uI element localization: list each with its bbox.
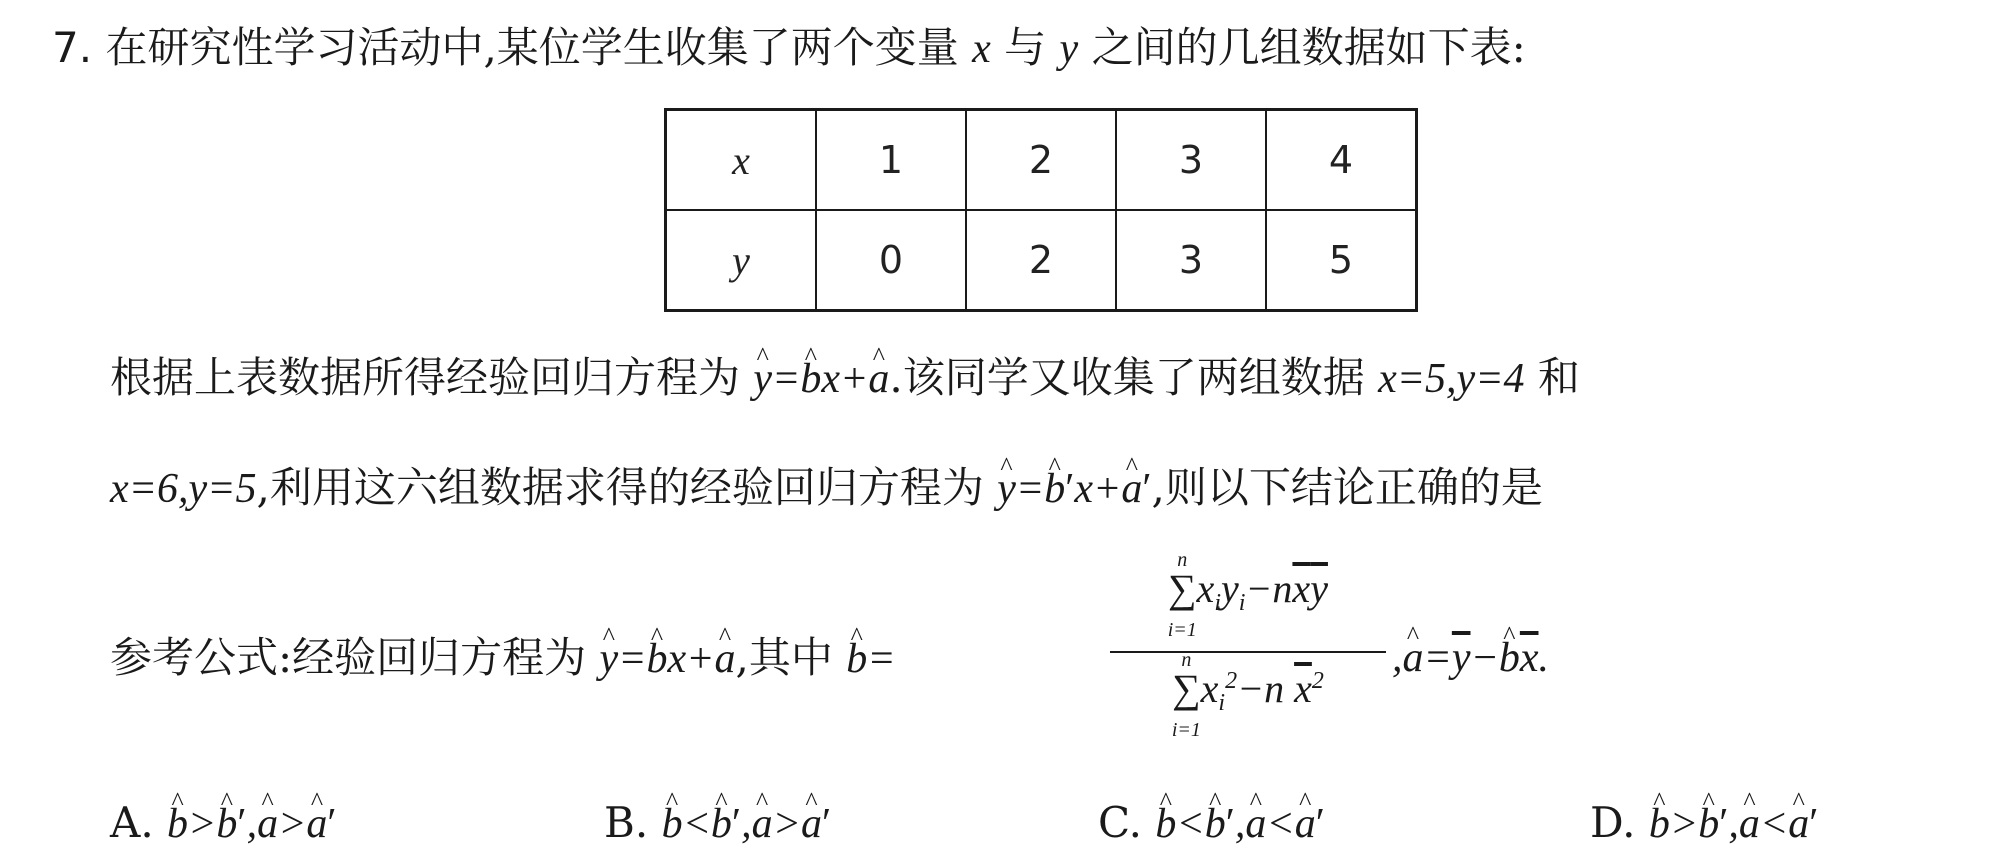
paragraph-line-2: [110, 460, 1543, 517]
table-row: [666, 210, 1417, 311]
regression-equation-new: ^ y=^ b′x+^ a′: [997, 466, 1151, 512]
condition-2: x=6,y=5: [110, 466, 257, 512]
para2-text2: ,则以下结论正确的是: [1151, 463, 1543, 512]
option-letter: D.: [1590, 798, 1636, 847]
table-cell: 2: [966, 210, 1116, 311]
sum-symbol: n ∑ i=1: [1171, 649, 1201, 741]
option-letter: A.: [110, 798, 154, 847]
table-header-x: x: [666, 110, 817, 211]
stem-text: 在研究性学习活动中,某位学生收集了两个变量: [105, 23, 959, 72]
formula-label: 参考公式:经验回归方程为: [110, 633, 587, 682]
para2-text1: ,利用这六组数据求得的经验回归方程为: [256, 463, 984, 512]
stem-tail: 之间的几组数据如下表:: [1091, 23, 1526, 72]
fraction-denominator: n ∑ i=1 $x_i^2-n$ $\overline{x}^2$: [1171, 649, 1324, 741]
table-header-y: y: [666, 210, 817, 311]
fraction-bar: [1110, 651, 1386, 653]
para1-and: 和: [1537, 353, 1580, 402]
option-letter: C.: [1098, 798, 1142, 847]
b-hat-fraction: [1108, 549, 1388, 765]
table-cell: 3: [1116, 110, 1266, 211]
a-hat-formula: ,^ $a=\overline{y}-\^{}$ $b\overline{x}$.: [1392, 630, 1549, 686]
para1-text1: 根据上表数据所得经验回归方程为: [110, 353, 741, 402]
sum-symbol: n ∑ i=1: [1167, 549, 1197, 641]
table-cell: 5: [1266, 210, 1417, 311]
condition-1: x=5,y=4: [1378, 356, 1525, 402]
fraction-numerator: n ∑ i=1 $x_iy_i-n\overline{x}\overline{y}$: [1167, 549, 1328, 641]
var-y: y: [1059, 26, 1079, 72]
option-letter: B.: [604, 798, 649, 847]
table-cell: 3: [1116, 210, 1266, 311]
regression-equation: ^ y=^ bx+^ a: [753, 356, 889, 402]
stem-conj: 与: [1004, 23, 1047, 72]
option-c[interactable]: C. ^ b<^ b′,^ a<^ a′: [1098, 795, 1325, 852]
paragraph-line-1: [110, 350, 1580, 407]
table-row: [666, 110, 1417, 211]
table-cell: 4: [1266, 110, 1417, 211]
reference-formula: [110, 630, 896, 687]
question-number: 7.: [52, 23, 93, 72]
table-cell: 0: [816, 210, 966, 311]
option-a[interactable]: A. ^ b>^ b′,^ a>^ a′: [110, 795, 337, 852]
question-stem: [52, 20, 1526, 77]
option-b[interactable]: B. ^ b<^ b′,^ a>^ a′: [604, 795, 831, 852]
option-d[interactable]: D. ^ b>^ b′,^ a<^ a′: [1590, 795, 1818, 852]
b-hat-lhs: ^ b=: [846, 636, 895, 682]
para1-text2: .该同学又收集了两组数据: [889, 353, 1365, 402]
data-table: [664, 108, 1418, 312]
table-cell: 1: [816, 110, 966, 211]
formula-where: ,其中: [735, 633, 833, 682]
table-cell: 2: [966, 110, 1116, 211]
var-x: x: [972, 26, 991, 72]
formula-equation: ^ y=^ bx+^ a: [600, 636, 736, 682]
